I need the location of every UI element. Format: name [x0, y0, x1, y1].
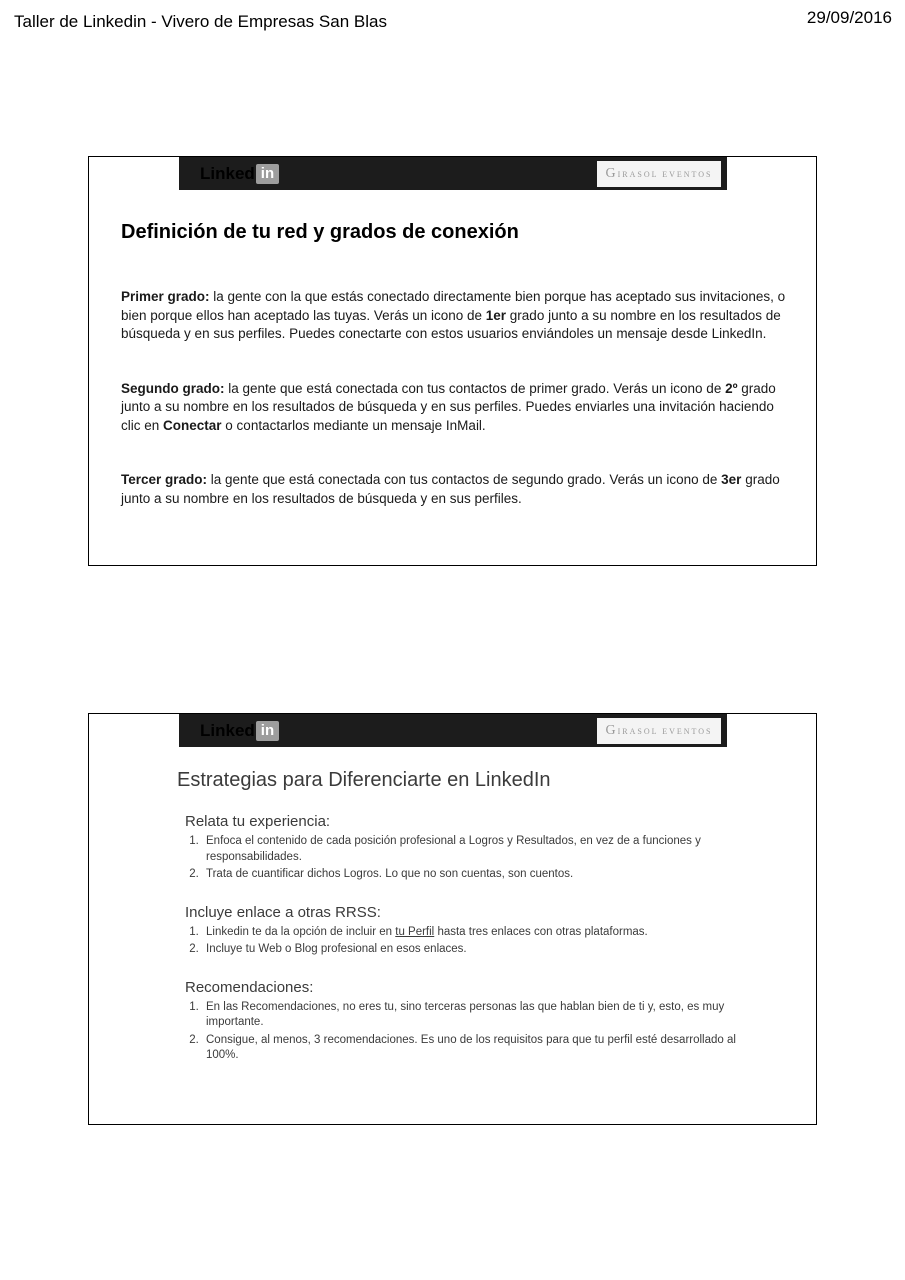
linkedin-in-badge: in: [256, 721, 279, 741]
slide-2: [88, 713, 817, 1125]
linkedin-logo-word: Linked: [200, 163, 255, 183]
girasol-eventos-logo-text: GIRASOL EVENTOS: [605, 165, 713, 181]
text-segment: tu Perfil: [395, 925, 435, 938]
text-segment: Tercer grado:: [121, 472, 211, 487]
list-experiencia: [185, 834, 742, 883]
document-title: Taller de Linkedin - Vivero de Empresas San Blas: [14, 12, 387, 31]
slide-1: [88, 156, 817, 566]
section-heading-recomendaciones: Recomendaciones:: [185, 978, 314, 996]
girasol-eventos-logo: [597, 718, 721, 744]
text-segment: Conectar: [163, 417, 222, 433]
linkedin-in-badge: in: [256, 164, 279, 184]
text-segment: 2º: [725, 380, 738, 396]
text-segment: 1er: [485, 307, 507, 323]
slide2-header-bar: [179, 714, 727, 747]
paragraph-tercer-grado: Tercer grado: la gente que está conectada con tus contactos de segundo grado. Verás un icono de 3er grado junto a su nombre en los resultados de búsqueda y en sus perfiles.: [121, 472, 780, 506]
text-segment: Primer grado:: [121, 289, 214, 304]
slide1-title: Definición de tu red y grados de conexión: [121, 221, 519, 243]
text-segment: 3er: [721, 472, 742, 487]
list-item: 2. Trata de cuantificar dichos Logros. Lo que no son cuentas, son cuentos.: [202, 867, 742, 883]
girasol-eventos-logo: [597, 161, 721, 187]
list-item: 1. Enfoca el contenido de cada posición profesional a Logros y Resultados, en vez de a funciones y responsabilidades.: [202, 834, 742, 865]
paragraph-primer-grado: Primer grado: la gente con la que estás conectado directamente bien porque has aceptado sus invitaciones, o bien porque ellos han aceptado las tuyas. Verás un icono de 1er grado junto a su nombre en los resultados de búsqueda y en sus perfiles. Puedes conectarte con estos usuarios enviándoles un mensaje desde LinkedIn.: [121, 289, 786, 341]
document-date: 29/09/2016: [806, 8, 892, 27]
slide1-header-bar: [179, 157, 727, 190]
list-item: 2. Incluye tu Web o Blog profesional en esos enlaces.: [202, 942, 742, 958]
list-rrss: [185, 925, 742, 958]
section-heading-experiencia: Relata tu experiencia:: [185, 813, 331, 830]
linkedin-logo: [200, 164, 279, 184]
linkedin-logo: [200, 721, 279, 741]
page-header: [14, 8, 892, 35]
slide2-title: Estrategias para Diferenciarte en LinkedIn: [177, 769, 551, 791]
girasol-eventos-logo-text: GIRASOL EVENTOS: [605, 722, 713, 738]
section-heading-rrss: Incluye enlace a otras RRSS:: [185, 903, 381, 921]
text-segment: Segundo grado:: [121, 380, 229, 396]
list-item: 2. Consigue, al menos, 3 recomendaciones. Es uno de los requisitos para que tu perfil esté desarrollado al 100%.: [202, 1033, 742, 1064]
list-item: 1. Linkedin te da la opción de incluir en tu Perfil hasta tres enlaces con otras plataformas.: [202, 925, 742, 941]
list-recomendaciones: [185, 1000, 742, 1064]
list-item: 1. En las Recomendaciones, no eres tu, sino terceras personas las que hablan bien de ti y, esto, es muy importante.: [202, 1000, 742, 1031]
paragraph-segundo-grado: Segundo grado: la gente que está conectada con tus contactos de primer grado. Verás un icono de 2º grado junto a su nombre en los resultados de búsqueda y en sus perfiles. Puedes enviarles una invitación haciendo clic en Conectar o contactarlos mediante un mensaje InMail.: [121, 380, 776, 433]
linkedin-logo-word: Linked: [200, 720, 255, 740]
